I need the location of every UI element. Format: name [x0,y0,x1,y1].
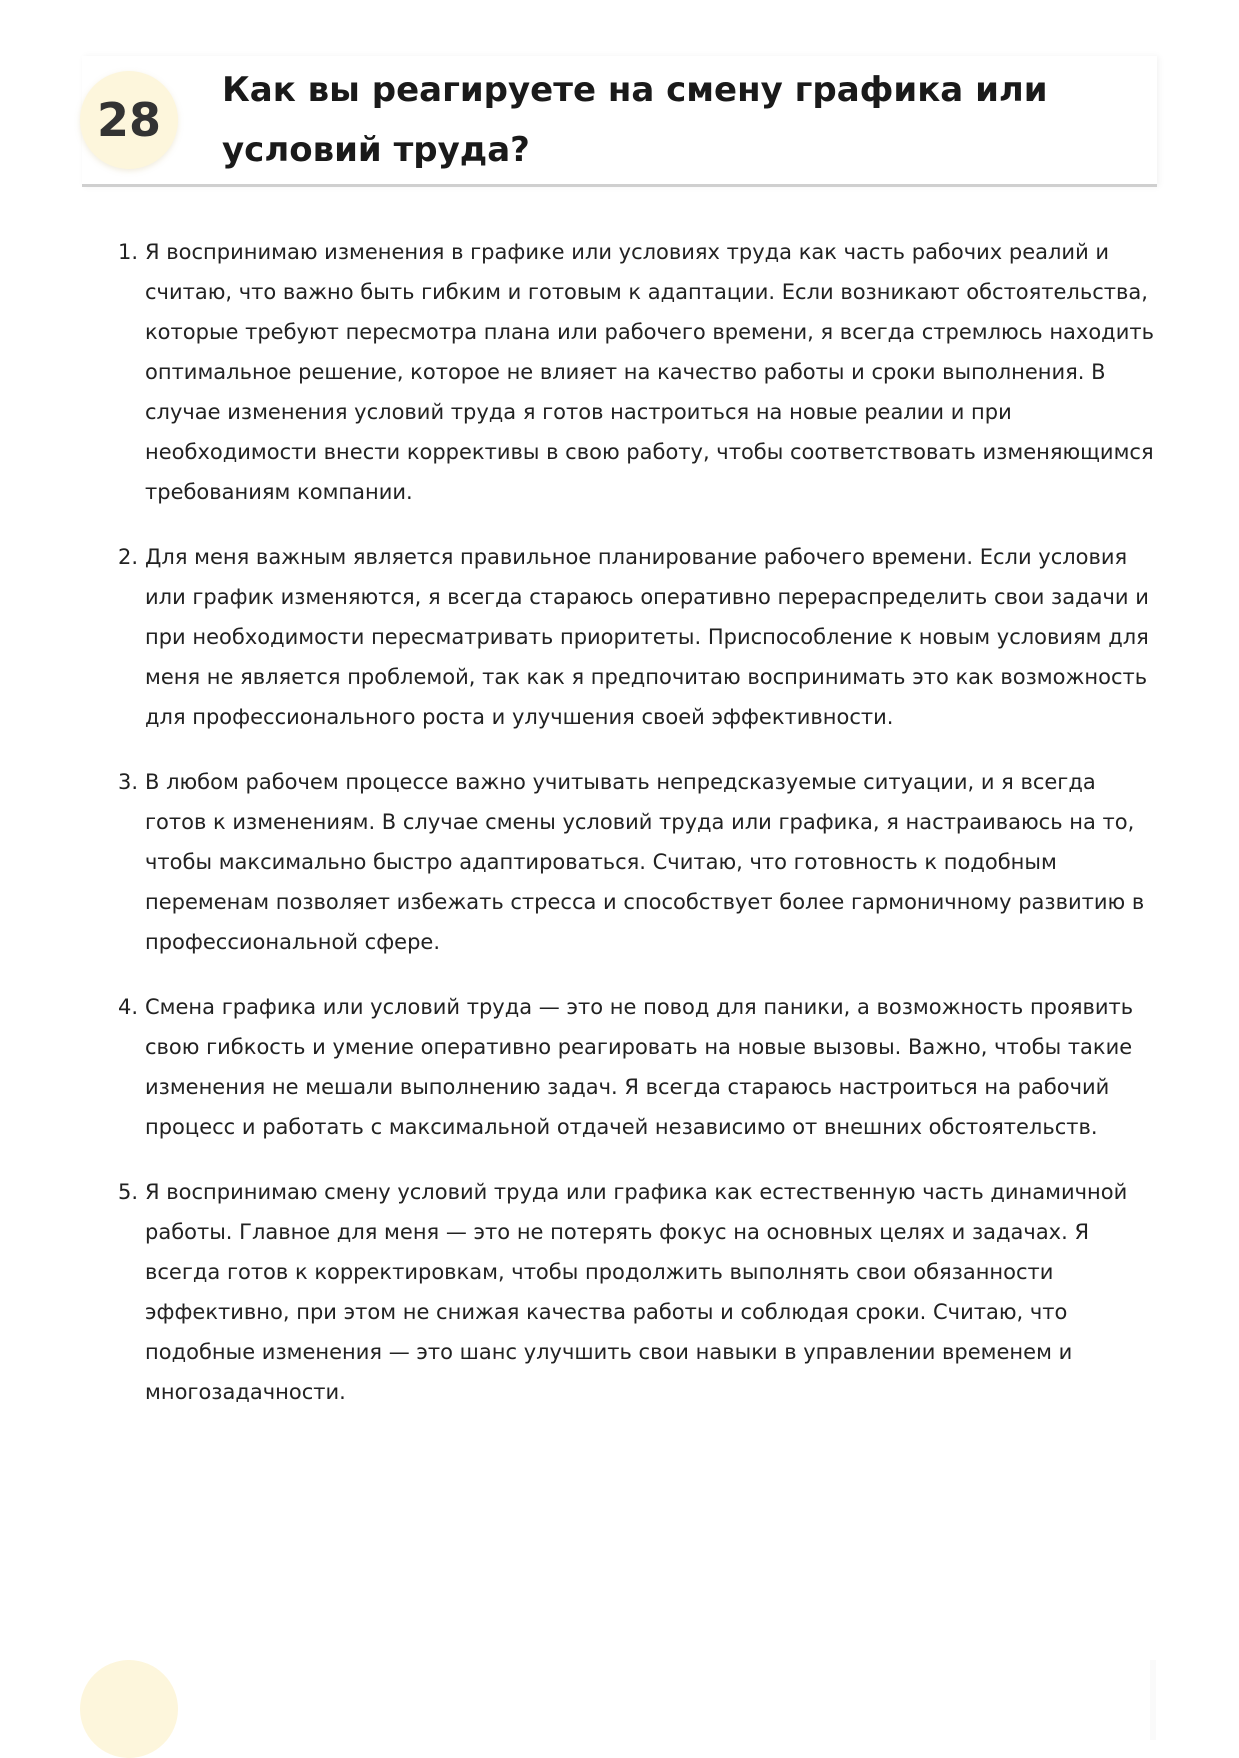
question-title: Как вы реагируете на смену графика или условий труда? [222,70,1048,170]
next-question-badge [80,1660,178,1758]
answer-number: 1. [118,240,139,264]
answer-item-4 [118,987,1155,1147]
answer-text: Смена графика или условий труда — это не повод для паники, а возможность проявить свою гибкость и умение оперативно реагировать на новые вызовы. Важно, чтобы такие изменения не мешали выполнению задач. Я всегда стараюсь настроиться на рабочий процесс и работать с максимальной отдачей независимо от внешних обстоятельств. [145,995,1134,1139]
answer-text: Я воспринимаю изменения в графике или условиях труда как часть рабочих реалий и считаю, что важно быть гибким и готовым к адаптации. Если возникают обстоятельства, которые требуют пересмотра плана или рабочего времени, я всегда стремлюсь находить оптимальное решение, которое не влияет на качество работы и сроки выполнения. В случае изменения условий труда я готов настроиться на новые реалии и при необходимости внести коррективы в свою работу, чтобы соответствовать изменяющимся требованиям компании. [145,240,1154,504]
answer-number: 5. [118,1180,139,1204]
next-header-edge [1150,1660,1156,1740]
answer-number: 4. [118,995,139,1019]
answer-item-5 [118,1172,1155,1412]
answer-text: Для меня важным является правильное планирование рабочего времени. Если условия или график изменяются, я всегда стараюсь оперативно перераспределить свои задачи и при необходимости пересматривать приоритеты. Приспособление к новым условиям для меня не является проблемой, так как я предпочитаю воспринимать это как возможность для профессионального роста и улучшения своей эффективности. [145,545,1149,729]
question-number-badge [80,71,178,169]
answer-item-1 [118,232,1155,512]
answer-item-3 [118,762,1155,962]
question-number: 28 [96,93,161,147]
answer-number: 3. [118,770,139,794]
answer-list [118,232,1155,1437]
answer-text: В любом рабочем процессе важно учитывать непредсказуемые ситуации, и я всегда готов к изменениям. В случае смены условий труда или графика, я настраиваюсь на то, чтобы максимально быстро адаптироваться. Считаю, что готовность к подобным переменам позволяет избежать стресса и способствует более гармоничному развитию в профессиональной сфере. [145,770,1145,954]
answer-number: 2. [118,545,139,569]
answer-text: Я воспринимаю смену условий труда или графика как естественную часть динамичной работы. Главное для меня — это не потерять фокус на основных целях и задачах. Я всегда готов к корректировкам, чтобы продолжить выполнять свои обязанности эффективно, при этом не снижая качества работы и соблюдая сроки. Считаю, что подобные изменения — это шанс улучшить свои навыки в управлении временем и многозадачности. [145,1180,1128,1404]
answer-item-2 [118,537,1155,737]
